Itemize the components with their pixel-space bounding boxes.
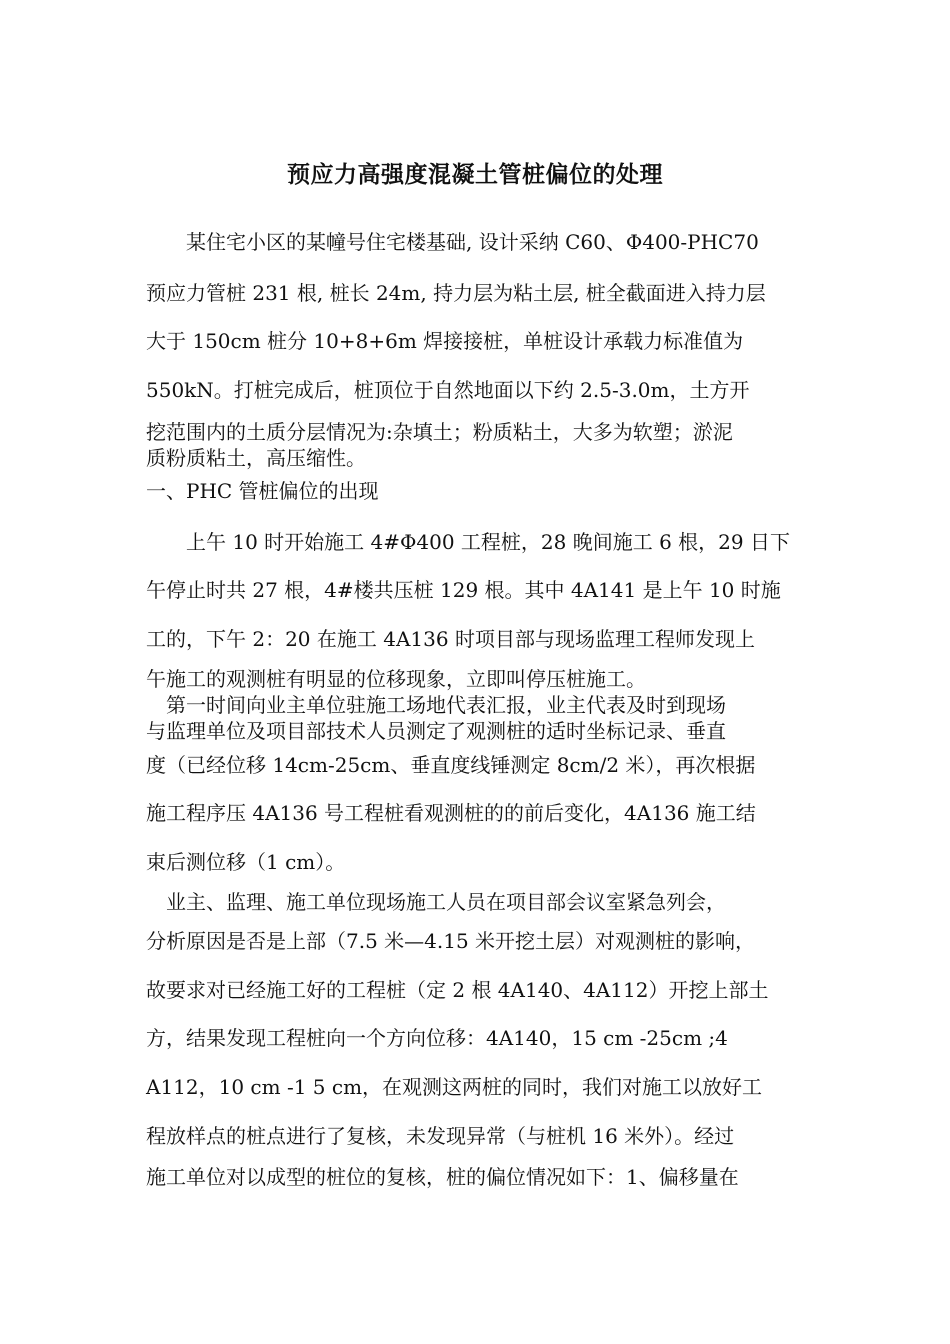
text-line: 方，结果发现工程桩向一个方向位移：4A140，15 cm -25cm ;4 [146,1026,728,1050]
text-line: 束后测位移（1 cm）。 [146,850,346,874]
text-line: 大于 150cm 桩分 10+8+6m 焊接接桩，单桩设计承载力标准值为 [146,329,744,353]
text-line: 某住宅小区的某幢号住宅楼基础, 设计采纳 C60、Φ400-PHC70 [146,230,759,254]
document-title: 预应力高强度混凝土管桩偏位的处理 [287,161,663,188]
text-line: 午施工的观测桩有明显的位移现象，立即叫停压桩施工。 [146,667,646,691]
text-line: 预应力管桩 231 根, 桩长 24m, 持力层为粘土层, 桩全截面进入持力层 [146,281,766,305]
text-line: 业主、监理、施工单位现场施工人员在项目部会议室紧急列会， [146,890,726,914]
text-line: A112，10 cm -1 5 cm，在观测这两桩的同时，我们对施工以放好工 [146,1075,763,1099]
text-line: 分析原因是否是上部（7.5 米—4.15 米开挖土层）对观测桩的影响， [146,929,756,953]
text-line: 第一时间向业主单位驻施工场地代表汇报，业主代表及时到现场 [146,693,726,717]
text-line: 程放样点的桩点进行了复核，未发现异常（与桩机 16 米外）。经过 [146,1124,735,1148]
text-line: 上午 10 时开始施工 4#Φ400 工程桩，28 晚间施工 6 根，29 日下 [146,530,790,554]
text-line: 故要求对已经施工好的工程桩（定 2 根 4A140、4A112）开挖上部土 [146,978,769,1002]
text-line: 午停止时共 27 根，4#楼共压桩 129 根。其中 4A141 是上午 10 时施 [146,578,781,602]
text-line: 与监理单位及项目部技术人员测定了观测桩的适时坐标记录、垂直 [146,719,726,743]
text-line: 质粉质粘土，高压缩性。 [146,446,366,470]
text-line: 度（已经位移 14cm-25cm、垂直度线锤测定 8cm/2 米），再次根据 [146,753,756,777]
text-line: 施工单位对以成型的桩位的复核，桩的偏位情况如下：1、偏移量在 [146,1165,739,1189]
text-line: 550kN。打桩完成后，桩顶位于自然地面以下约 2.5-3.0m，土方开 [146,378,750,402]
text-line: 工的，下午 2：20 在施工 4A136 时项目部与现场监理工程师发现上 [146,627,755,651]
text-line: 施工程序压 4A136 号工程桩看观测桩的的前后变化，4A136 施工结 [146,801,756,825]
text-line: 挖范围内的土质分层情况为:杂填土；粉质粘土，大多为软塑；淤泥 [146,420,733,444]
section-heading: 一、PHC 管桩偏位的出现 [146,479,379,503]
